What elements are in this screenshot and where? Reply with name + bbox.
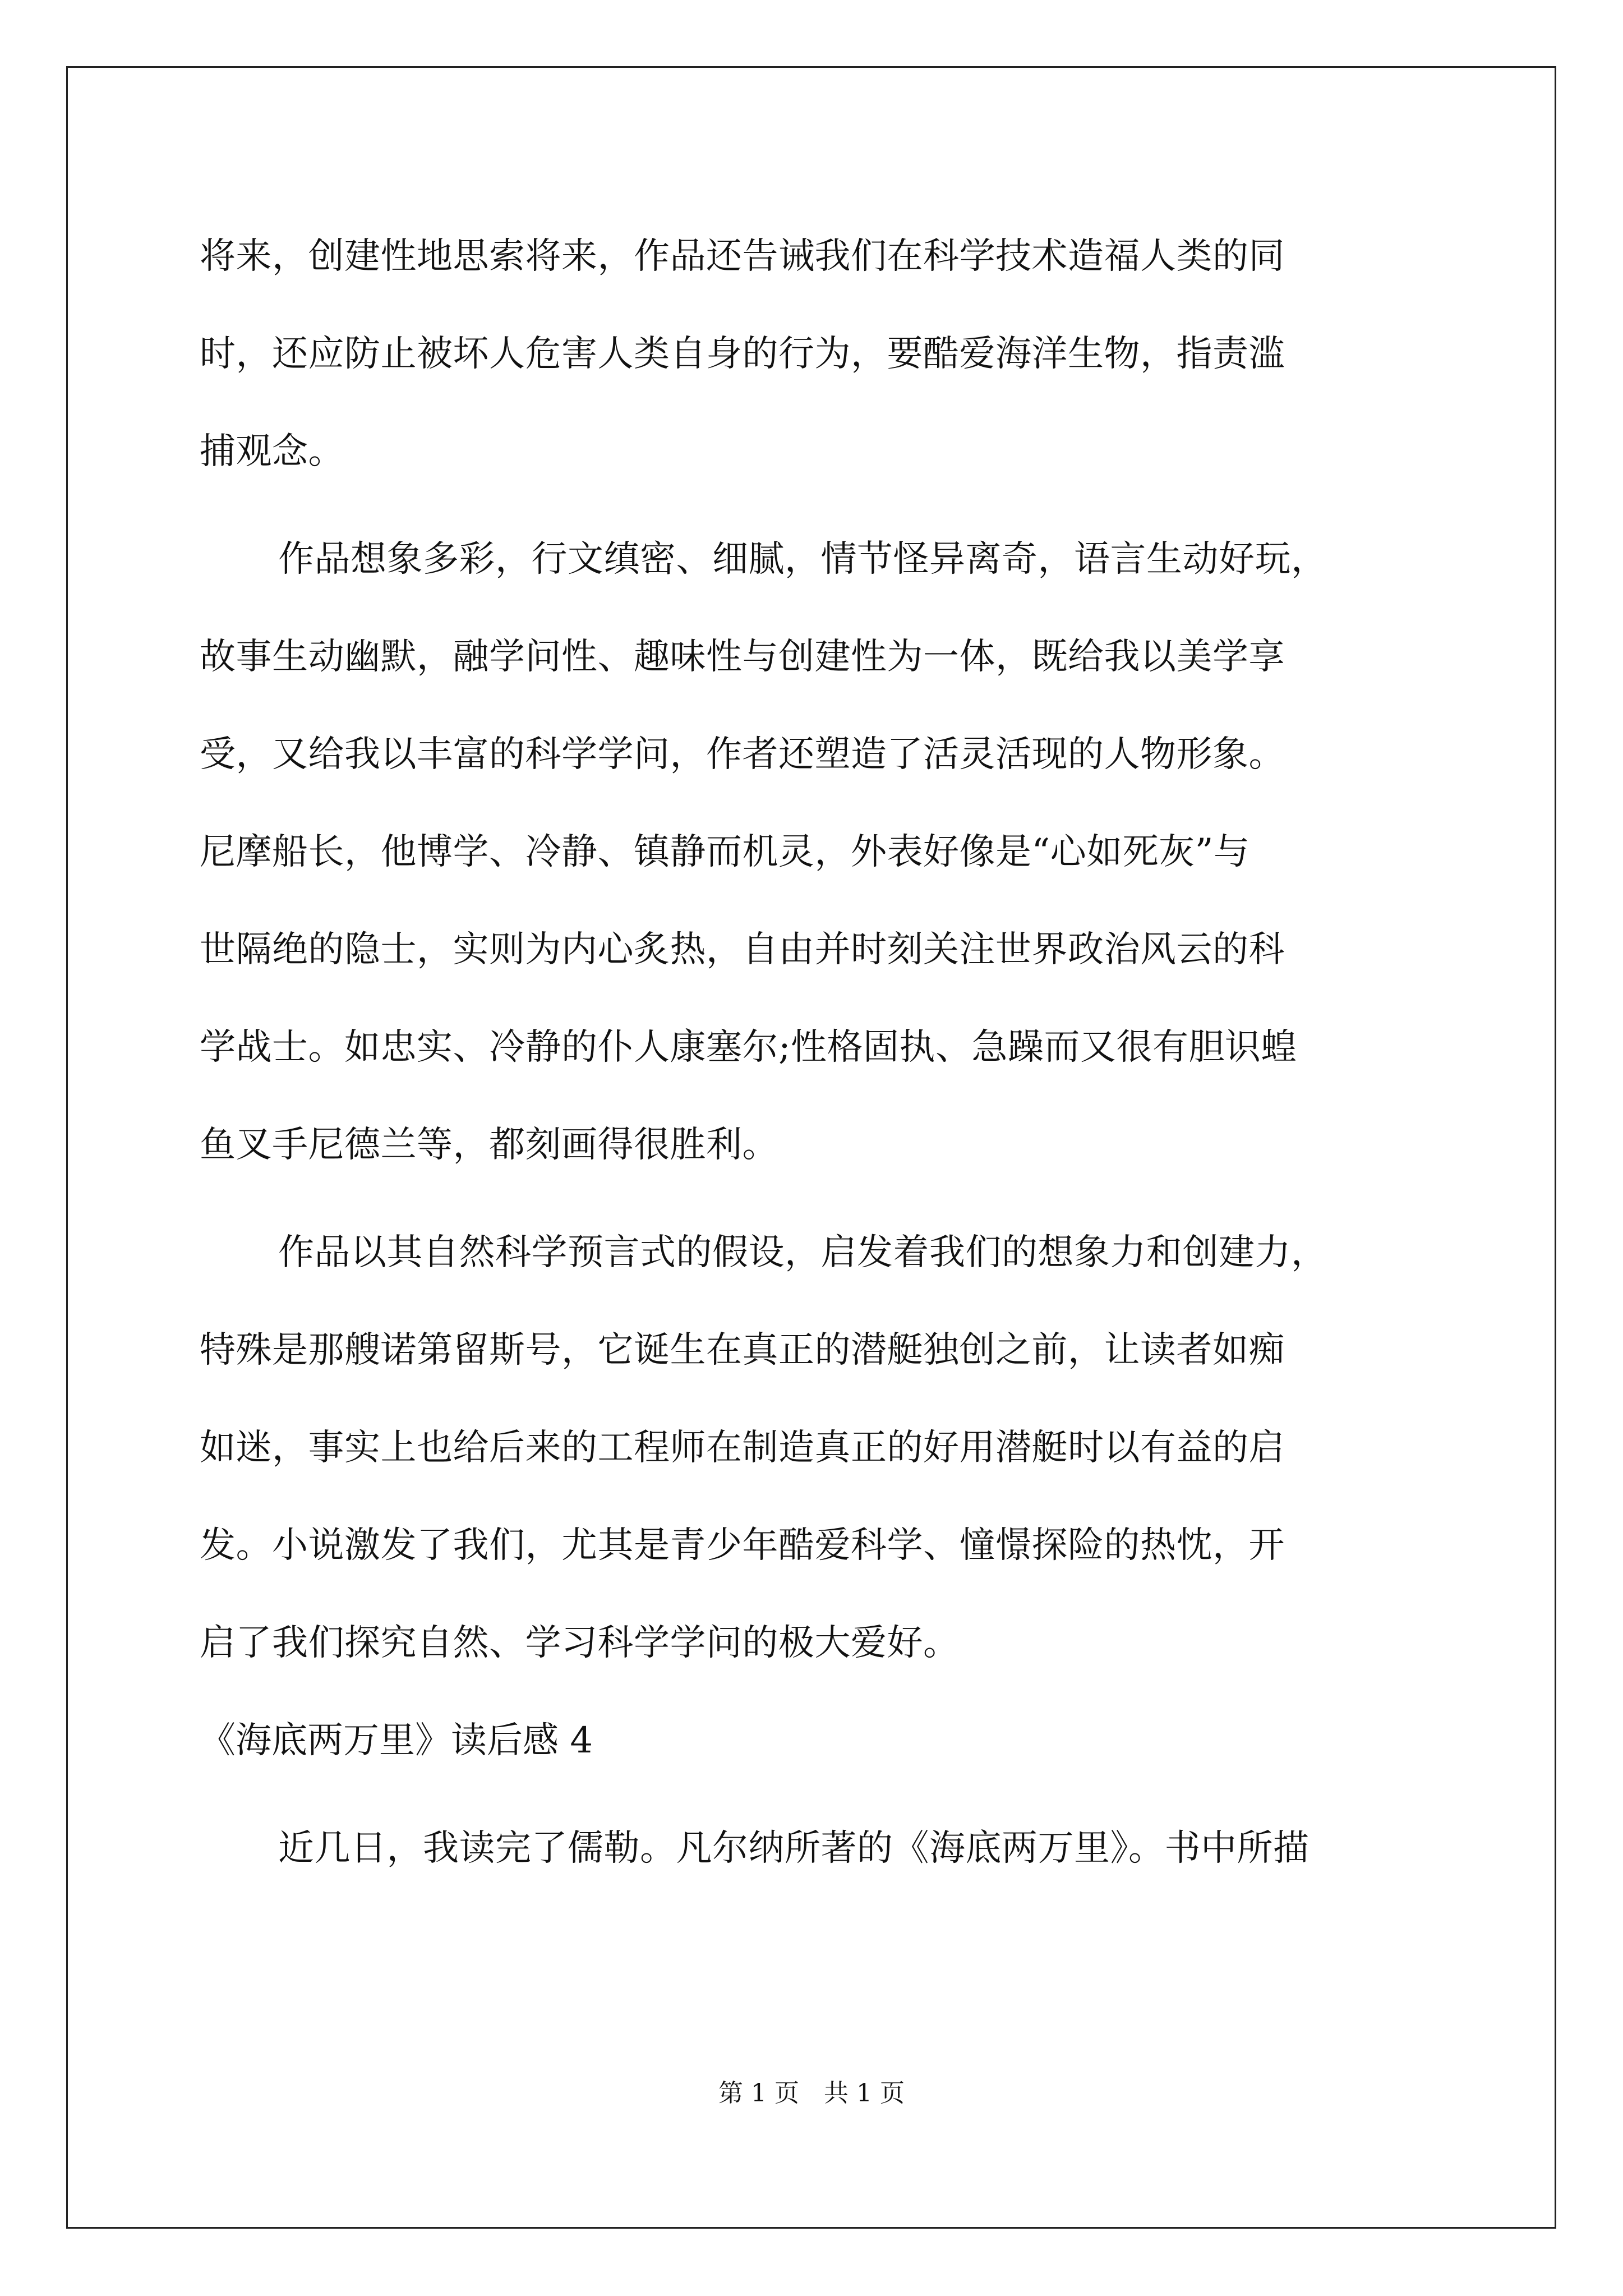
text-line: 启了我们探究自然、学习科学学问的极大爱好。: [200, 1622, 960, 1664]
paragraph-1: [200, 208, 1428, 500]
paragraph-3: [200, 1204, 1428, 1692]
text-line: 时，还应防止被坏人危害人类自身的行为，要酷爱海洋生物，指责滥: [200, 333, 1285, 375]
text-line: 将来，创建性地思索将来，作品还告诫我们在科学技术造福人类的同: [200, 236, 1285, 277]
text-line: 如迷，事实上也给后来的工程师在制造真正的好用潜艇时以有益的启: [200, 1427, 1285, 1469]
text-line: 作品想象多彩，行文缜密、细腻，情节怪异离奇，语言生动好玩，: [278, 539, 1327, 580]
page-number-footer: 第 1 页 共 1 页: [718, 2079, 905, 2108]
text-line: 捕观念。: [200, 431, 344, 472]
text-line: 鱼叉手尼德兰等，都刻画得很胜利。: [200, 1124, 778, 1166]
text-line: 受，又给我以丰富的科学学问，作者还塑造了活灵活现的人物形象。: [200, 734, 1285, 775]
document-body: [200, 208, 1428, 1897]
text-line: 近几日，我读完了儒勒。凡尔纳所著的《海底两万里》。书中所描: [278, 1828, 1310, 1869]
paragraph-4: [200, 1800, 1428, 1897]
text-line: 学战士。如忠实、冷静的仆人康塞尔;性格固执、急躁而又很有胆识蝗: [200, 1027, 1298, 1068]
paragraph-2: [200, 510, 1428, 1194]
text-line: 特殊是那艘诺第留斯号，它诞生在真正的潜艇独创之前，让读者如痴: [200, 1329, 1285, 1371]
text-line: 故事生动幽默，融学问性、趣味性与创建性为一体，既给我以美学享: [200, 636, 1285, 678]
text-line: 发。小说激发了我们，尤其是青少年酷爱科学、憧憬探险的热忱，开: [200, 1525, 1285, 1566]
text-line: 世隔绝的隐士，实则为内心炙热，自由并时刻关注世界政治风云的科: [200, 929, 1285, 970]
section-heading: 《海底两万里》读后感 4: [200, 1720, 593, 1761]
text-line: 作品以其自然科学预言式的假设，启发着我们的想象力和创建力，: [278, 1232, 1327, 1273]
text-line: 尼摩船长，他博学、冷静、镇静而机灵，外表好像是“心如死灰”与: [200, 831, 1250, 873]
